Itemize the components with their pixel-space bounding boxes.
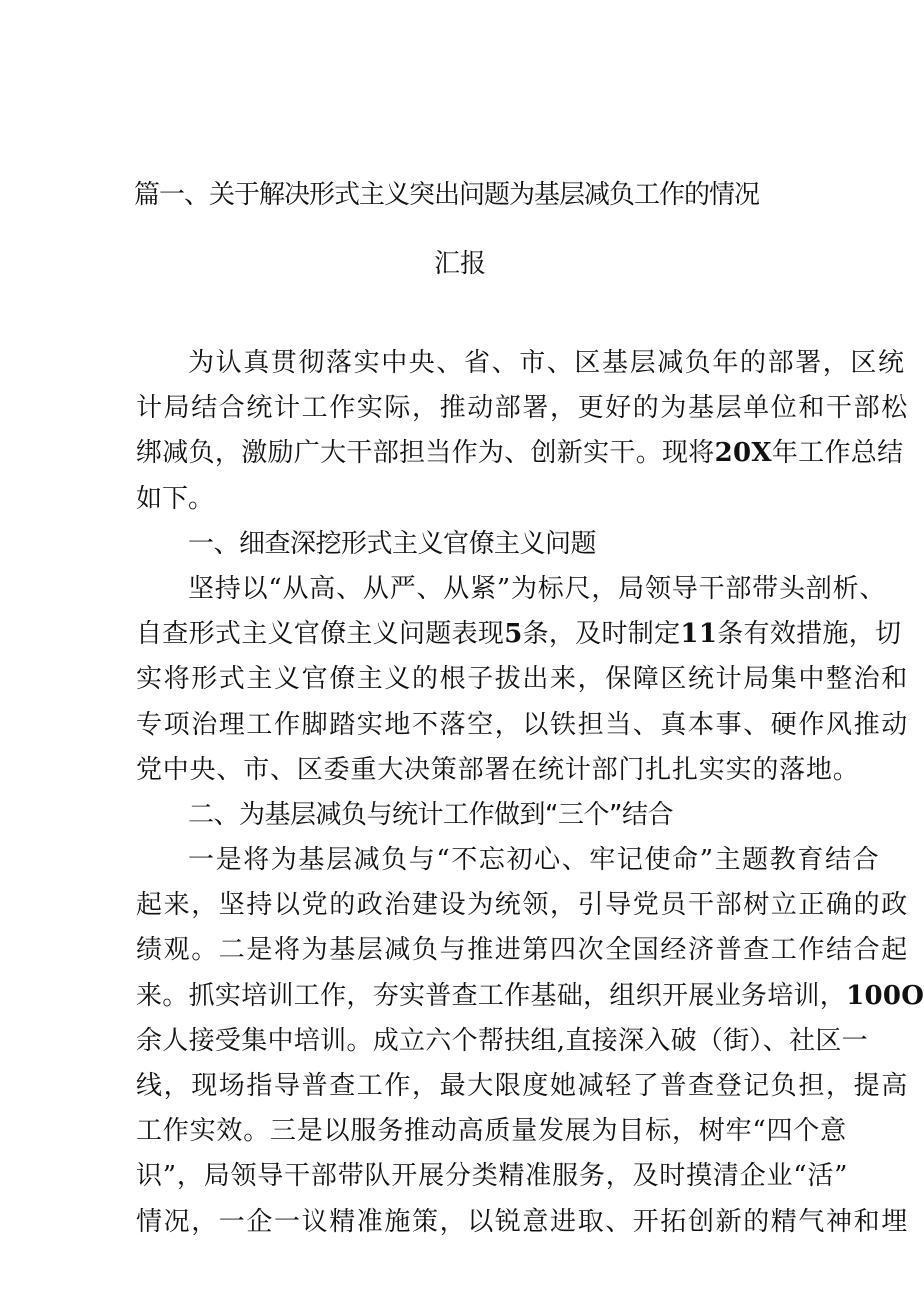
section2-line: 起来，坚持以党的政治建设为统领，引导党员干部树立正确的政 [136,890,909,921]
intro-line [136,431,904,476]
intro-line: 为认真贯彻落实中央、省、市、区基层减负年的部署，区统 [188,348,906,378]
section2-line [136,974,924,1019]
section1-text: 条有效措施，切 [717,619,902,650]
section1-line [136,612,902,657]
section2-number: 100O [846,980,924,1011]
intro-year: 20X [714,438,772,469]
document-title: 篇一、关于解决形式主义突出问题为基层减负工作的情况 [134,180,760,210]
intro-text: 绑减负，激励广大干部担当作为、创新实干。现将 [136,438,715,469]
section2-line: 情况，一企一议精准施策，以锐意进取、开拓创新的精气神和埋 [136,1206,909,1237]
section2-text: 来。抓实培训工作，夯实普查工作基础，组织开展业务培训， [136,980,847,1011]
section1-line: 专项治理工作脚踏实地不落空，以铁担当、真本事、硬作风推动 [136,709,909,740]
section1-text: 条，及时制定 [522,619,681,650]
intro-line: 计局结合统计工作实际，推动部署，更好的为基层单位和干部松 [136,393,909,424]
section-heading: 一、细查深挖形式主义官僚主义问题 [188,528,597,559]
section1-text: 自查形式主义官僚主义问题表现 [136,619,505,650]
section2-line: 线，现场指导普查工作，最大限度她减轻了普查登记负担，提高 [136,1071,909,1101]
section2-line: 绩观。二是将为基层减负与推进第四次全国经济普查工作结合起 [136,935,909,966]
section1-number: 11 [680,619,718,650]
section2-line: 识”，局领导干部带队开展分类精准服务，及时摸清企业“活” [136,1161,849,1192]
section2-line: 工作实效。三是以服务推动高质量发展为目标，树牢“四个意 [136,1116,847,1147]
section1-line: 实将形式主义官僚主义的根子拔出来，保障区统计局集中整治和 [136,664,909,695]
section1-number: 5 [504,619,523,650]
document-body [136,341,924,1245]
section2-line: 一是将为基层减负与“不忘初心、牢记使命”主题教育结合 [188,845,881,876]
intro-text: 年工作总结 [771,438,904,469]
section-heading: 二、为基层减负与统计工作做到“三个”结合 [188,799,673,830]
section1-line: 坚持以“从高、从严、从紧”为标尺，局领导干部带头剖析、 [188,573,887,604]
section1-line: 党中央、市、区委重大决策部署在统计部门扎扎实实的落地。 [136,754,860,785]
section2-line: 余人接受集中培训。成立六个帮扶组,直接深入破（街）、社区一 [136,1025,868,1056]
document-title-continued: 汇报 [433,249,486,279]
intro-line: 如下。 [136,483,215,514]
